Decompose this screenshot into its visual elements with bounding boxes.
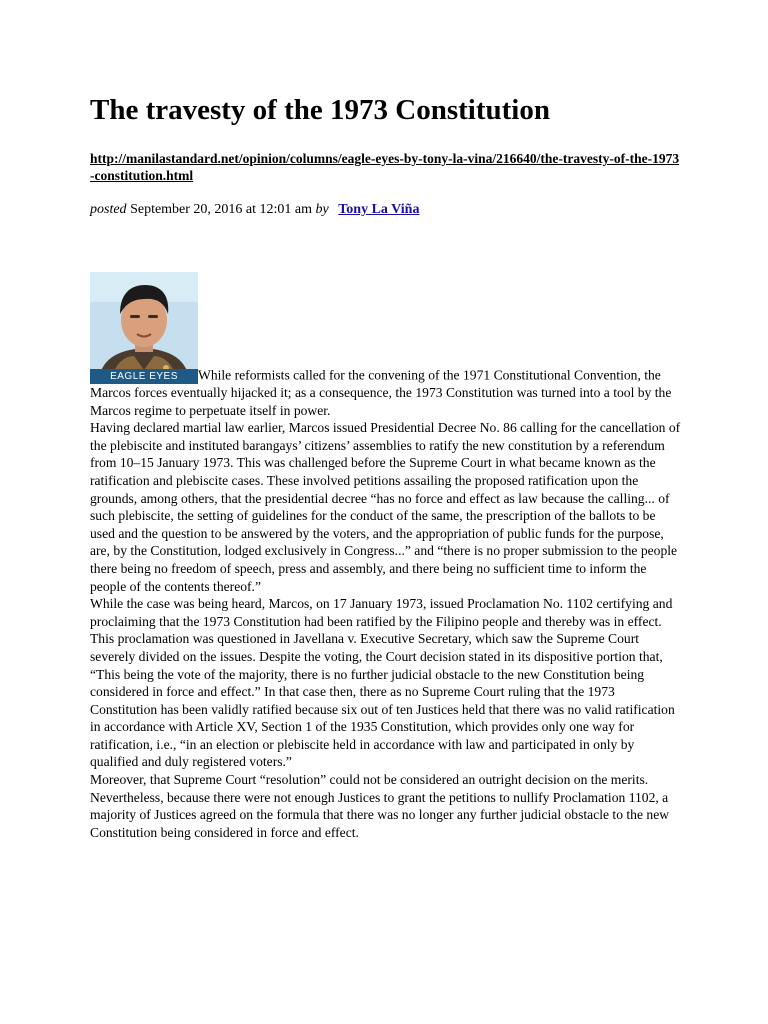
author-link[interactable]: Tony La Viña [338, 202, 420, 217]
paragraph-1-text: While reformists called for the convening of the 1971 Constitutional Convention, the Marcos forces eventually hijacked it; as a consequence, the 1973 Constitution was turned into a tool by the Marcos regime to perpetuate itself in power. [90, 367, 672, 418]
article-paragraph-4: Moreover, that Supreme Court “resolution” could not be considered an outright decision on the merits. Nevertheless, because there were not enough Justices to grant the petitions to nullify Proclamation 1102, a majority of Justices agreed on the formula that there was no longer any further judicial obstacle to the new Constitution being considered in force and effect. [90, 772, 670, 840]
author-portrait-image [90, 272, 198, 384]
posted-label: posted [90, 202, 127, 217]
article-paragraph-1 [90, 272, 682, 419]
photo-caption: EAGLE EYES [90, 369, 198, 384]
author-photo [90, 272, 198, 384]
post-date: September 20, 2016 at 12:01 am [126, 202, 316, 217]
byline [90, 201, 419, 219]
article-title: The travesty of the 1973 Constitution [90, 94, 550, 126]
source-url-link[interactable]: http://manilastandard.net/opinion/columns/eagle-eyes-by-tony-la-vina/216640/the-travesty-of-the-1973-constitution.html [90, 151, 680, 183]
article-body [90, 272, 682, 841]
by-label: by [315, 202, 329, 217]
article-paragraph-3: While the case was being heard, Marcos, on 17 January 1973, issued Proclamation No. 1102 certifying and proclaiming that the 1973 Constitution had been ratified by the Filipino people and thereby was in effect. This proclamation was questioned in Javellana v. Executive Secretary, which saw the Supreme Court severely divided on the issues. Despite the voting, the Court decision stated in its dispositive portion that, “This being the vote of the majority, there is no further judicial obstacle to the new Constitution being considered in force and effect.” In that case then, there as no Supreme Court ruling that the 1973 Constitution has been validly ratified because six out of ten Justices held that there was no valid ratification in accordance with Article XV, Section 1 of the 1935 Constitution, which provides only one way for ratification, i.e., “in an election or plebiscite held in accordance with law and participated in only by qualified and duly registered voters.” [90, 596, 675, 770]
article-paragraph-2: Having declared martial law earlier, Marcos issued Presidential Decree No. 86 calling for the cancellation of the plebiscite and instituted barangays’ citizens’ assemblies to ratify the new constitution by a referendum from 10–15 January 1973. This was challenged before the Supreme Court in what became known as the ratification and plebiscite cases. These involved petitions assailing the proposed ratification upon the grounds, among others, that the presidential decree “has no force and effect as law because the calling... of such plebiscite, the setting of guidelines for the conduct of the same, the prescription of the ballots to be used and the question to be answered by the voters, and the appropriation of public funds for the purpose, are, by the Constitution, lodged exclusively in Congress...” and “there is no proper submission to the people there being no freedom of speech, press and assembly, and there being no sufficient time to inform the people of the contents thereof.” [90, 420, 681, 594]
